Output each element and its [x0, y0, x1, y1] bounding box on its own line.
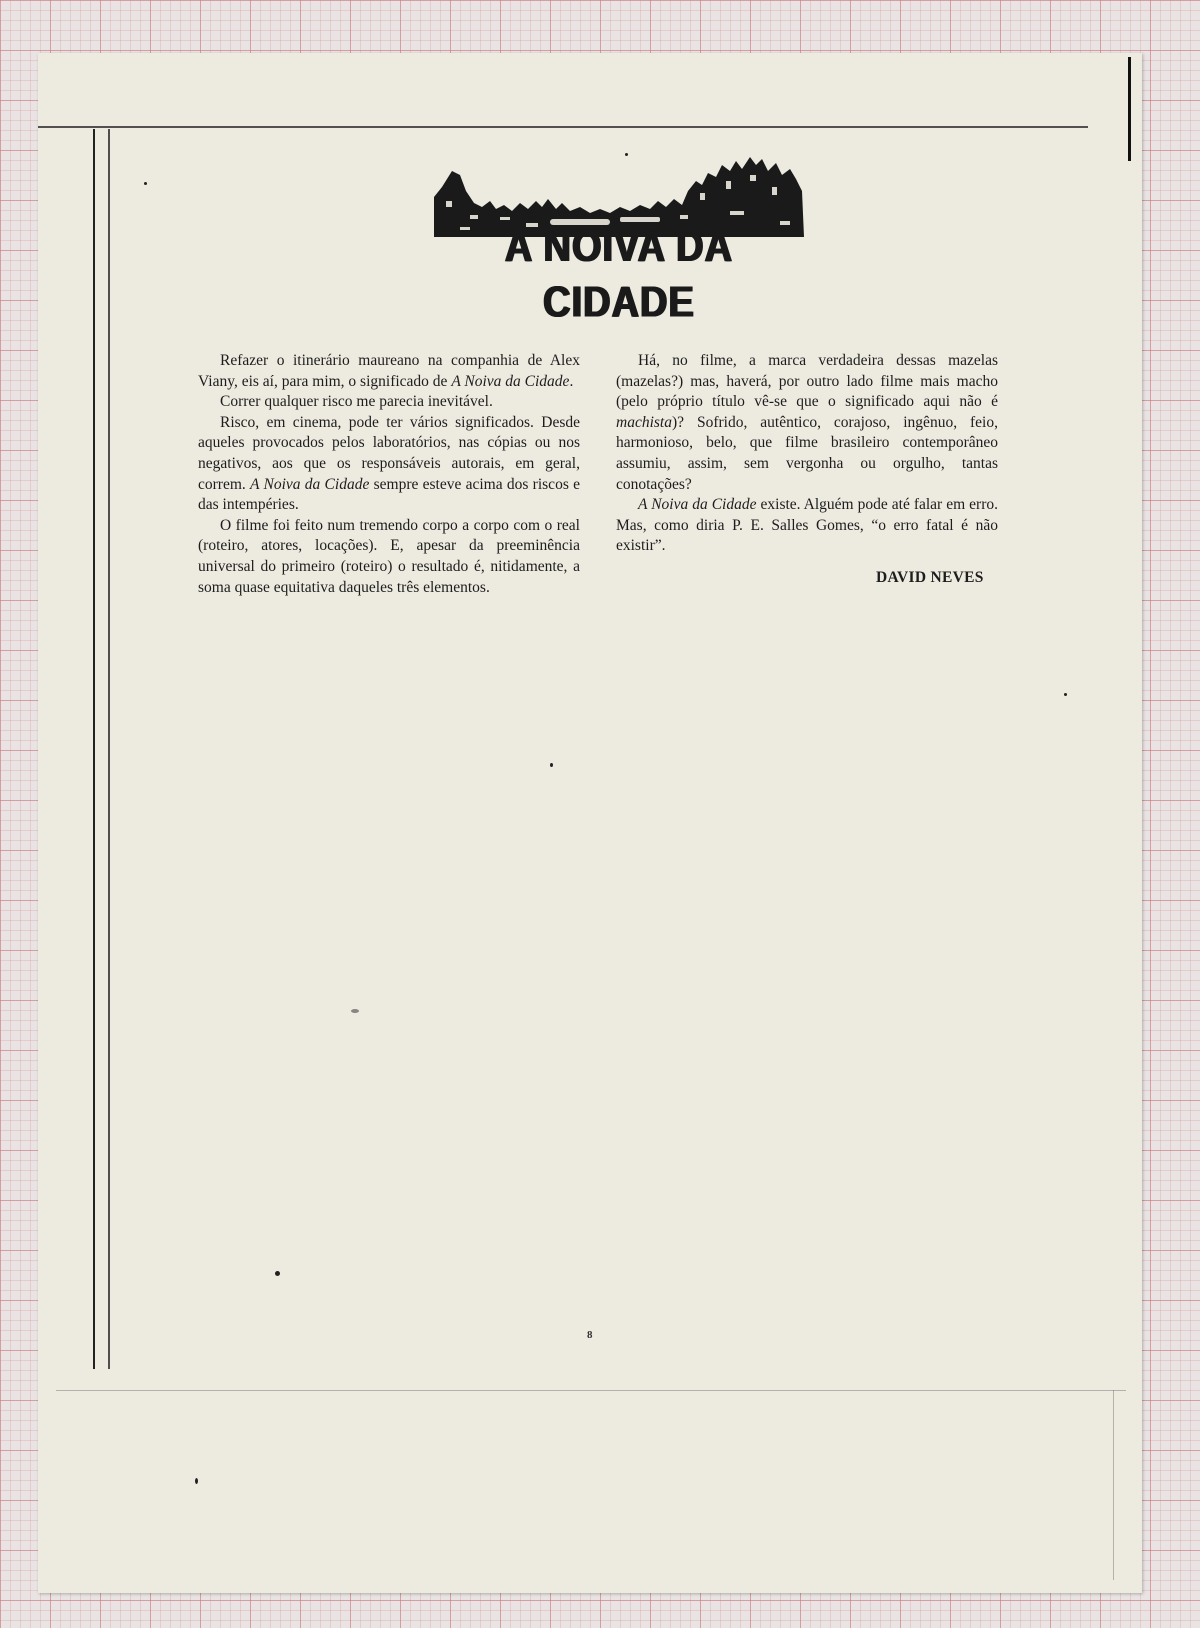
print-speck: [351, 1009, 359, 1013]
print-speck: [550, 763, 553, 767]
print-speck: [144, 182, 147, 185]
paragraph: Correr qualquer risco me parecia inevitável.: [220, 393, 493, 411]
right-edge-mark: [1128, 57, 1131, 161]
bottom-crop-line: [56, 1390, 1126, 1391]
paragraph: O filme foi feito num tremendo corpo a corpo com o real (roteiro, atores, locações). E, apesar da preeminência universal do primeiro (roteiro) o resultado é, nitidamente, a soma quase equitativa daqueles três elementos.: [198, 516, 580, 596]
print-speck: [625, 153, 628, 156]
left-column: [198, 351, 580, 598]
paragraph: Há, no filme, a marca verdadeira dessas mazelas (mazelas?) mas, haverá, por outro lado filme mais macho (pelo próprio título vê-se que o significado aqui não é machista)? Sofrido, autêntico, corajoso, ingênuo, feio, harmonioso, belo, que filme brasileiro contemporâneo assumiu, assim, sem vergonha ou orgulho, tantas conotações?: [616, 352, 998, 493]
print-speck: [195, 1478, 198, 1484]
right-column: [616, 351, 998, 557]
title-illustration: [430, 151, 808, 327]
paragraph: Refazer o itinerário maureano na companhia de Alex Viany, eis aí, para mim, o significado de A Noiva da Cidade.: [198, 352, 580, 390]
print-speck: [275, 1271, 280, 1276]
left-margin-rule-inner: [108, 129, 110, 1369]
bottom-right-crop-line: [1113, 1390, 1114, 1580]
paragraph: Risco, em cinema, pode ter vários significados. Desde aqueles provocados pelos laboratórios, nas cópias ou nos negativos, aos que os responsáveis autorais, em geral, correm. A Noiva da Cidade sempre esteve acima dos riscos e das intempéries.: [198, 413, 580, 514]
paragraph: A Noiva da Cidade existe. Alguém pode até falar em erro. Mas, como diria P. E. Salles Gomes, “o erro fatal é não existir”.: [616, 496, 998, 555]
print-speck: [1064, 693, 1067, 696]
article-title: A NOIVA DA CIDADE: [504, 223, 734, 327]
paper-sheet: [38, 53, 1142, 1593]
author-signature: DAVID NEVES: [876, 569, 984, 586]
left-margin-rule: [93, 129, 95, 1369]
page-number: 8: [587, 1329, 593, 1341]
top-rule: [38, 126, 1088, 128]
